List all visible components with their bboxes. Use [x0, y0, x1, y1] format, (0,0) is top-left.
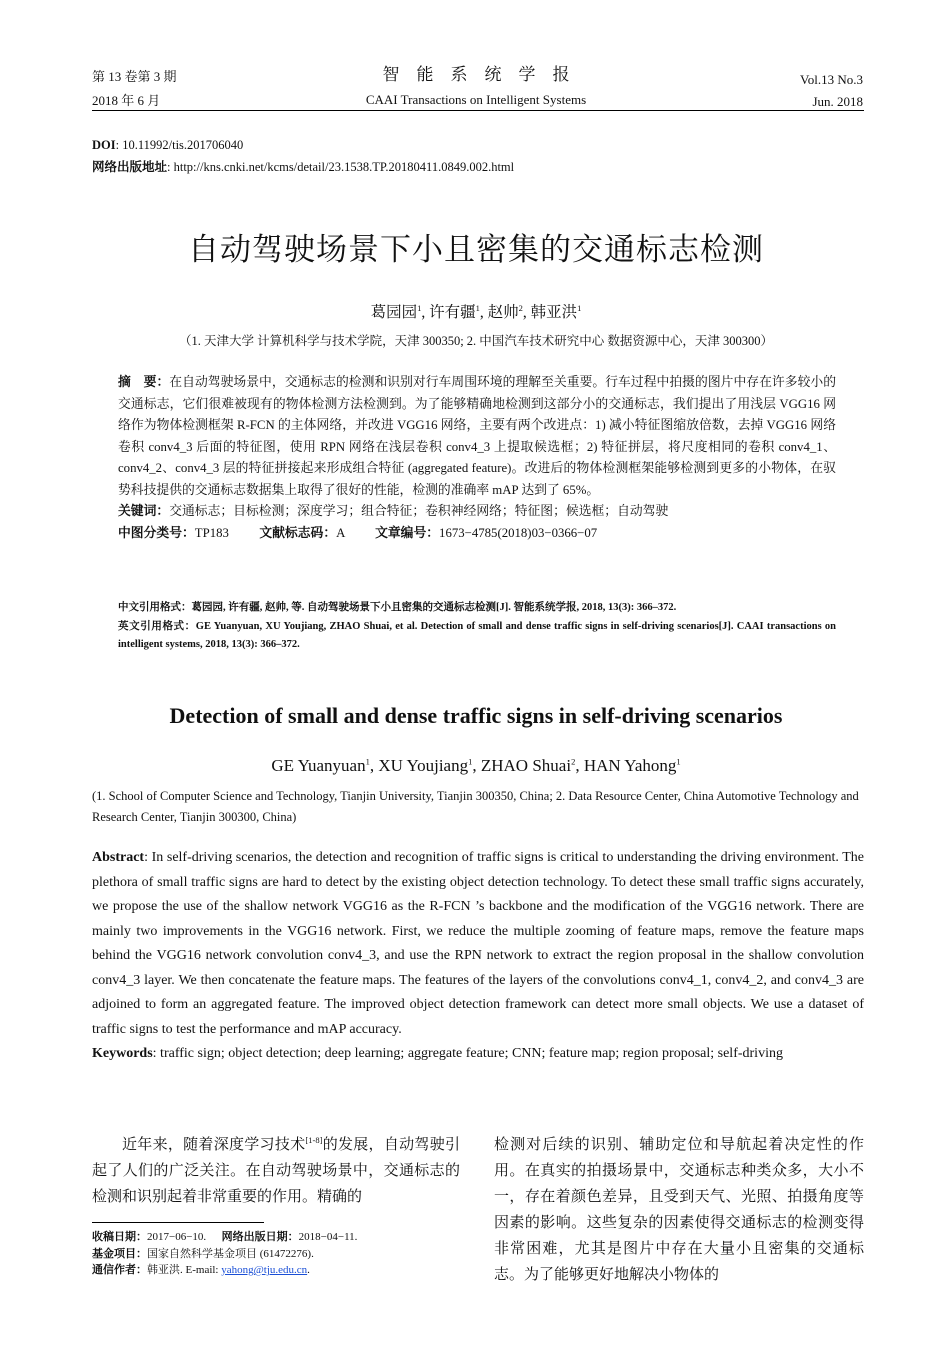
abstract-en-text: : In self-driving scenarios, the detection and recognition of traffic signs is critical to understanding the driving environment. The plethora of small traffic signs are hard to detect by the existing object detection technology. To detect these small traffic signs accurately, we propose the use of the shallow network VGG16 as the R-FCN ’s backbone and the modification of the VGG16 network. There are mainly two improvements in the VGG16 network. First, we reduce the multiple zooming of feature maps, remove the feature maps behind the VGG16 network convolution conv4_3, and use the RPN network to extract the region proposal in the shallow convolution conv4_3 layer. We then concatenate the feature maps. The features of the layers of the convolutions conv4_1, conv4_2, and conv4_3 are adjoined to form an aggregated feature. The improved object detection framework can detect more small objects. We use a dataset of traffic signs to test the performance and mAP accuracy.	[92, 850, 864, 1037]
header-volume-cn: 第 13 卷第 3 期	[92, 69, 177, 84]
header-rule	[92, 110, 864, 111]
received-label: 收稿日期：	[92, 1231, 147, 1243]
url-line	[92, 157, 514, 177]
fund-value: 国家自然科学基金项目 (61472276).	[147, 1247, 314, 1260]
author-cn-4-sup: 1	[577, 302, 582, 313]
url-value: : http://kns.cnki.net/kcms/detail/23.1538.TP.20180411.0849.002.html	[167, 160, 515, 174]
body-column-1	[92, 1132, 460, 1210]
body-col1-text-a: 近年来，随着深度学习技术	[122, 1137, 306, 1153]
header-date-en: Jun. 2018	[812, 94, 863, 109]
keywords-cn-label: 关键词：	[118, 504, 170, 518]
keywords-cn-text: 交通标志；目标检测；深度学习；组合特征；卷积神经网络；特征图；候选框；自动驾驶	[169, 504, 669, 518]
doccode-value: A	[336, 525, 345, 540]
abstract-cn-text: 在自动驾驶场景中，交通标志的检测和识别对行车周围环境的理解至关重要。行车过程中拍摄的图片中存在许多较小的交通标志，它们很难被现有的物体检测方法检测到。为了能够精确地检测到这部分小的交通标志，我们提出了用浅层 VGG16 网络作为物体检测框架 R-FCN 的主体网络，并改进 VGG16 网络，主要有两个改进点：1) 减小特征图缩放倍数，去掉 VGG16 网络卷积 conv4_3 后面的特征图，使用 RPN 网络在浅层卷积 conv4_3 上提取候选框；2) 特征拼层，将尺度相同的卷积 conv4_1、conv4_2、conv4_3 层的特征拼接起来形成组合特征 (aggregated feature)。改进后的物体检测框架能够检测到更多的小物体，在驭势科技提供的交通标志数据集上取得了很好的性能，检测的准确率 mAP 达到了 65%。	[118, 375, 837, 497]
title-en: Detection of small and dense traffic signs in self-driving scenarios	[169, 703, 783, 728]
citation-block	[118, 599, 836, 655]
body-col1-ref: [1-8]	[305, 1135, 323, 1145]
author-cn-2-sup: 1	[475, 302, 480, 313]
doccode-label: 文献标志码：	[259, 525, 337, 540]
header-volume-en: Vol.13 No.3	[800, 72, 863, 87]
author-cn-3-sup: 2	[518, 302, 523, 313]
doi-value: : 10.11992/tis.201706040	[115, 138, 244, 152]
clc-label: 中图分类号：	[118, 525, 195, 540]
keywords-en-text: : traffic sign; object detection; deep learning; aggregate feature; CNN; feature map; region proposal; self-driving	[152, 1046, 783, 1061]
authors-cn: 葛园园$^1$, 许有疆$^1$, 赵帅$^2$, 韩亚洪$^1$	[370, 302, 582, 321]
author-en-3: ZHAO Shuai	[480, 756, 572, 775]
corr-label: 通信作者：	[92, 1264, 147, 1276]
url-label: 网络出版地址	[92, 160, 168, 174]
header-journal-en: CAAI Transactions on Intelligent Systems	[365, 92, 587, 107]
title-cn: 自动驾驶场景下小且密集的交通标志检测	[188, 232, 764, 268]
abstract-en-label: Abstract	[92, 850, 145, 865]
corr-value: 韩亚洪. E-mail:	[147, 1264, 222, 1276]
authors-en: GE Yuanyuan$^1$, XU Youjiang$^1$, ZHAO Shuai$^2$, HAN Yahong$^1$	[271, 756, 681, 775]
article-value: 1673−4785(2018)03−0366−07	[439, 525, 598, 540]
body-col1-text-b: 的发展，自动驾驶引起了人们的广泛关注。在自动驾驶场景中，交通标志的检测和识别起着非常重要的作用。精确的	[92, 1137, 460, 1205]
author-en-2-sup: 1	[468, 756, 473, 767]
doi-label: DOI	[92, 138, 116, 152]
header-date-cn: 2018 年 6 月	[92, 93, 161, 108]
affiliation-en: (1. School of Computer Science and Technology, Tianjin University, Tianjin 300350, China; 2. Data Resource Center, China Automotive Technology and Research Center, Tianjin 300300, China)	[92, 789, 859, 824]
author-en-1: GE Yuanyuan	[271, 756, 366, 775]
received-value: 2017−06−10.	[147, 1231, 207, 1243]
author-en-4-sup: 1	[676, 756, 681, 767]
email-link[interactable]: yahong@tju.edu.cn	[221, 1264, 308, 1276]
header-journal-cn: 智 能 系 统 学 报	[382, 65, 570, 84]
citation-cn: 中文引用格式：葛园园, 许有疆, 赵帅, 等. 自动驾驶场景下小且密集的交通标志检测[J]. 智能系统学报, 2018, 13(3): 366–372.	[118, 602, 677, 613]
author-en-4: HAN Yahong	[583, 756, 677, 775]
online-label: 网络出版日期：	[221, 1231, 299, 1243]
article-label: 文章编号：	[375, 525, 440, 540]
author-cn-1-sup: 1	[417, 302, 422, 313]
abstract-cn-label: 摘 要：	[118, 375, 170, 389]
author-en-2: XU Youjiang	[378, 756, 469, 775]
citation-en: 英文引用格式：GE Yuanyuan, XU Youjiang, ZHAO Shuai, et al. Detection of small and dense traffic signs in self-driving scenarios[J]. CAAI transactions on intelligent systems, 2018, 13(3): 366–372.	[118, 620, 836, 650]
footnote-rule	[92, 1222, 264, 1223]
fund-label: 基金项目：	[92, 1247, 147, 1260]
author-cn-1: 葛园园	[370, 304, 418, 321]
author-en-3-sup: 2	[571, 756, 576, 767]
abstract-cn	[118, 372, 836, 544]
author-cn-4: 韩亚洪	[530, 304, 578, 321]
online-value: 2018−04−11.	[298, 1231, 358, 1243]
doi-line	[92, 135, 243, 155]
keywords-en-label: Keywords	[92, 1046, 153, 1061]
author-en-1-sup: 1	[365, 756, 370, 767]
abstract-en	[92, 846, 864, 1067]
clc-value: TP183	[194, 525, 229, 540]
author-cn-3: 赵帅	[487, 304, 519, 321]
affiliation-cn: （1. 天津大学 计算机科学与技术学院，天津 300350; 2. 中国汽车技术研究中心 数据资源中心，天津 300300）	[178, 334, 774, 348]
body-column-2: 检测对后续的识别、辅助定位和导航起着决定性的作用。在真实的拍摄场景中，交通标志种类众多，大小不一，存在着颜色差异，且受到天气、光照、拍摄角度等因素的影响。这些复杂的因素使得交通标志的检测变得非常困难，尤其是图片中存在大量小且密集的交通标志。为了能够更好地解决小物体的	[494, 1137, 864, 1283]
author-cn-2: 许有疆	[429, 304, 476, 321]
footnote: 收稿日期：2017−06−10. 网络出版日期：2018−04−11. 基金项目：国家自然科学基金项目 (61472276). 通信作者：韩亚洪. E-mail: yahong@tju.edu.cn.	[92, 1231, 358, 1276]
